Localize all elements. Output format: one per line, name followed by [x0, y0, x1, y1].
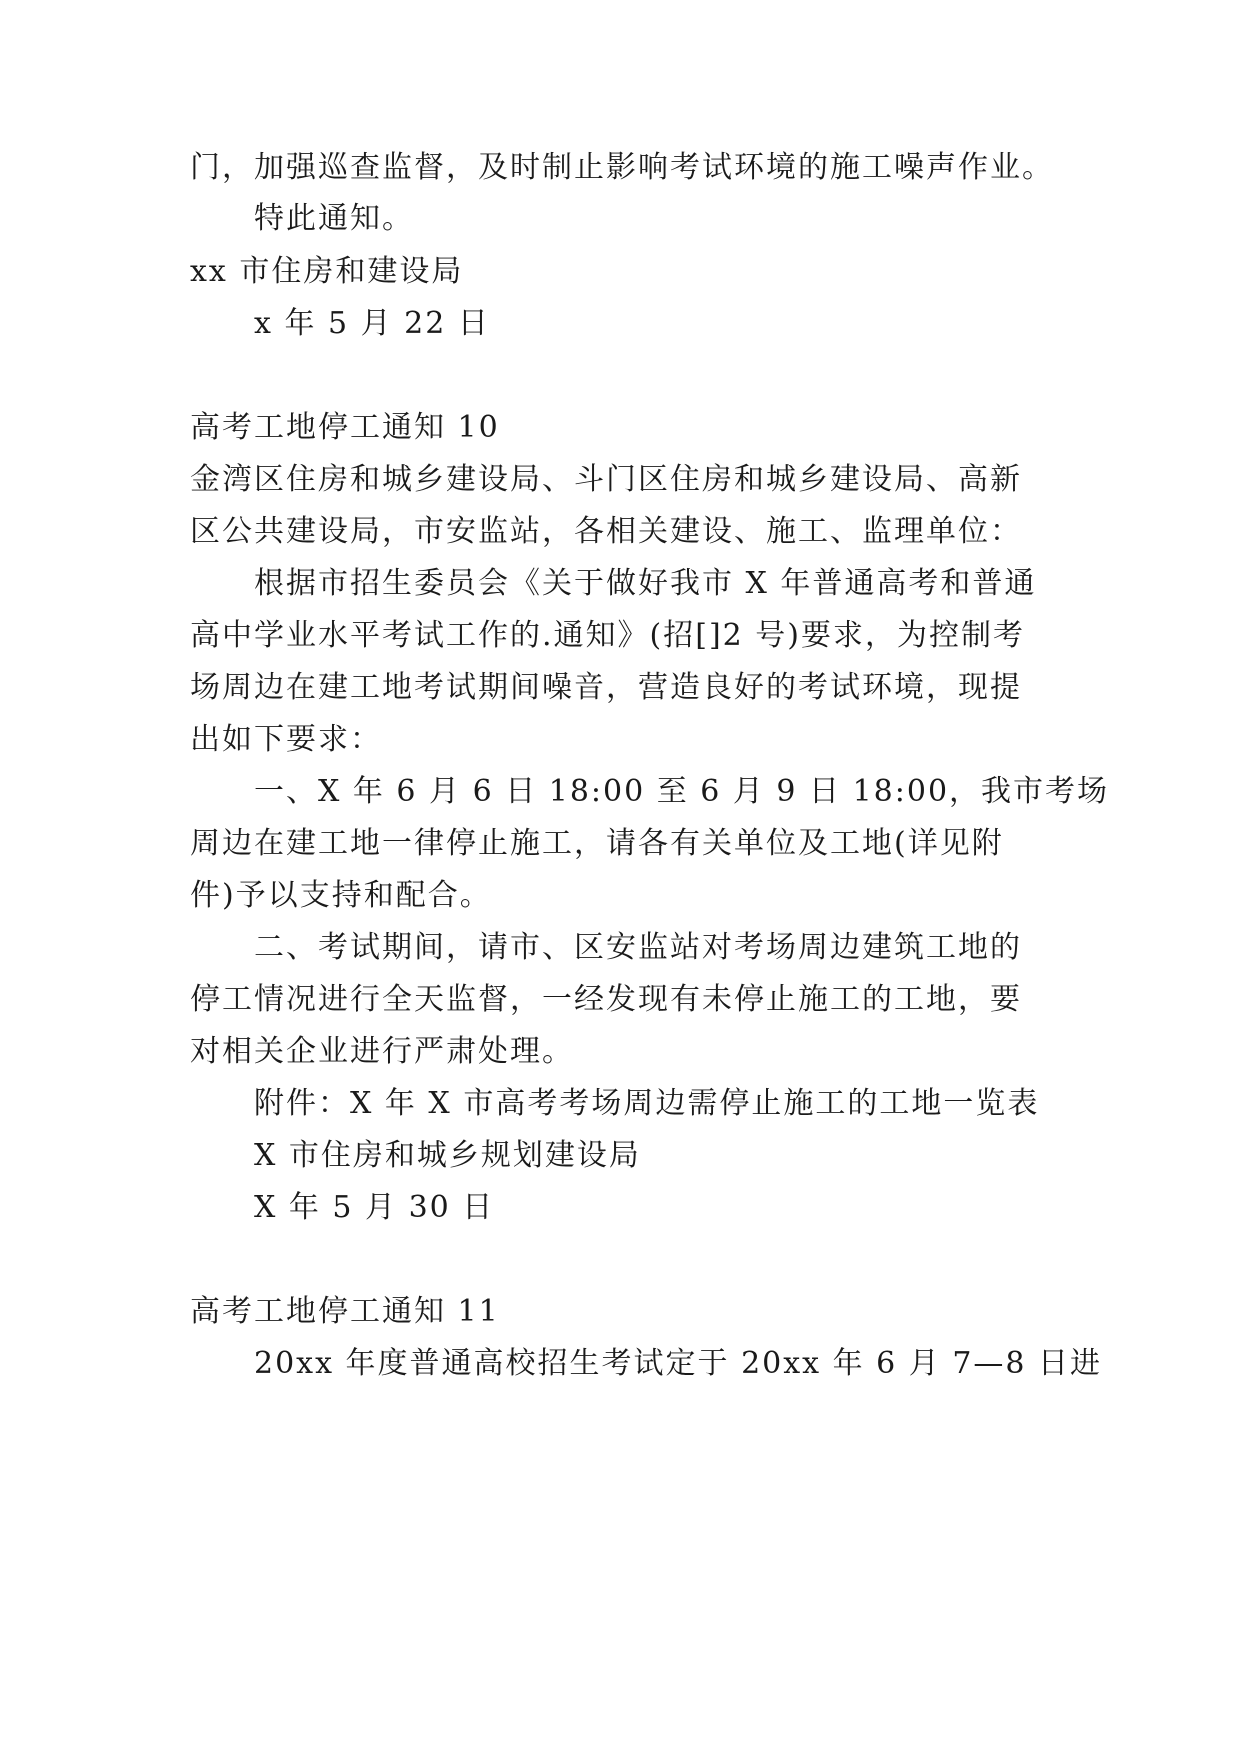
closing-phrase: 特此通知。 — [254, 201, 414, 236]
paragraph-line: 二、考试期间，请市、区安监站对考场周边建筑工地的 — [254, 930, 1022, 965]
paragraph-line: 20xx 年度普通高校招生考试定于 20xx 年 6 月 7—8 日进 — [254, 1346, 1103, 1381]
paragraph-line: 高中学业水平考试工作的.通知》(招[]2 号)要求，为控制考 — [190, 618, 1025, 653]
paragraph-line: 对相关企业进行严肃处理。 — [190, 1034, 574, 1069]
paragraph-line: 场周边在建工地考试期间噪音，营造良好的考试环境，现提 — [190, 670, 1022, 705]
paragraph-line: 门，加强巡查监督，及时制止影响考试环境的施工噪声作业。 — [190, 150, 1054, 185]
section-heading: 高考工地停工通知 11 — [190, 1294, 500, 1329]
paragraph-line: 一、X 年 6 月 6 日 18:00 至 6 月 9 日 18:00，我市考场 — [254, 774, 1110, 809]
issuer-name: xx 市住房和建设局 — [190, 254, 464, 289]
attachment-line: 附件：X 年 X 市高考考场周边需停止施工的工地一览表 — [254, 1086, 1040, 1121]
issue-date: X 年 5 月 30 日 — [254, 1190, 495, 1225]
paragraph-line: 根据市招生委员会《关于做好我市 X 年普通高考和普通 — [254, 566, 1037, 601]
paragraph-line: 出如下要求： — [190, 722, 382, 757]
issuer-name: X 市住房和城乡规划建设局 — [254, 1138, 641, 1173]
recipient-line: 金湾区住房和城乡建设局、斗门区住房和城乡建设局、高新 — [190, 462, 1022, 497]
section-heading: 高考工地停工通知 10 — [190, 410, 500, 445]
recipient-line: 区公共建设局，市安监站，各相关建设、施工、监理单位： — [190, 514, 1022, 549]
paragraph-line: 件)予以支持和配合。 — [190, 878, 492, 913]
issue-date: x 年 5 月 22 日 — [254, 306, 490, 341]
paragraph-line: 停工情况进行全天监督，一经发现有未停止施工的工地，要 — [190, 982, 1022, 1017]
paragraph-line: 周边在建工地一律停止施工，请各有关单位及工地(详见附 — [190, 826, 1004, 861]
